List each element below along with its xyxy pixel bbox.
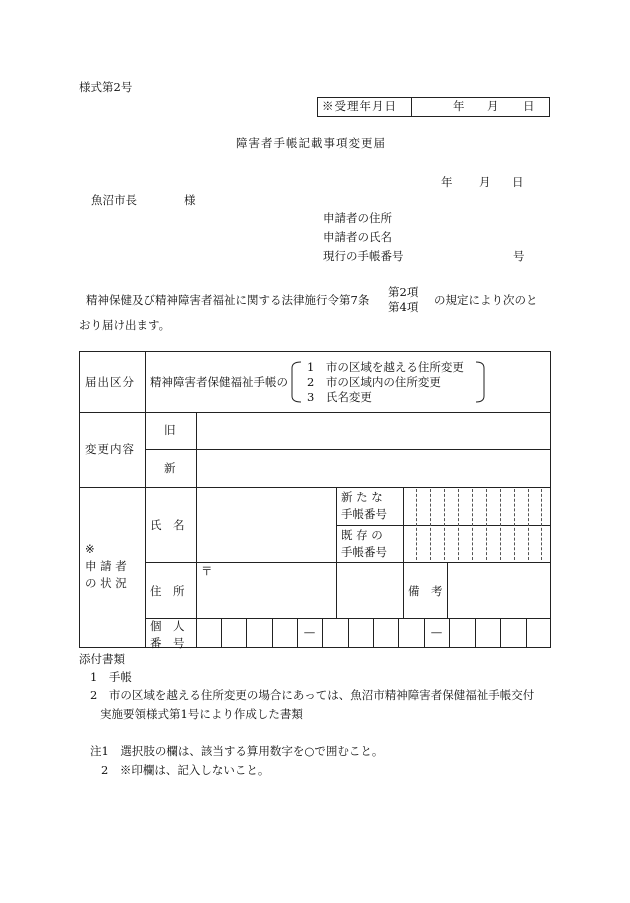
personal-number-dash-2: —: [430, 625, 443, 639]
applicant-address-label: 申請者の住所: [323, 211, 392, 225]
form-number: 様式第2号: [79, 80, 133, 94]
attachments-heading: 添付書類: [79, 652, 125, 666]
note-1: 注1 選択肢の欄は、該当する算用数字を○で囲むこと。: [90, 744, 384, 758]
remarks-label: 備 考: [408, 584, 443, 598]
receipt-month: 月: [487, 99, 499, 113]
receipt-date-label: ※受理年月日: [322, 99, 397, 113]
old-label: 旧: [164, 423, 176, 437]
new-label: 新: [164, 461, 176, 475]
personal-number-dash-1: —: [303, 625, 316, 639]
existing-number-label: 既 存 の 手帳番号: [341, 528, 387, 559]
date-year: 年: [441, 175, 453, 189]
statement-option-2: 第4項: [388, 300, 419, 314]
page-title: 障害者手帳記載事項変更届: [236, 136, 386, 150]
notification-type-prefix: 精神障害者保健福祉手帳の: [150, 375, 288, 389]
addressee-honorific: 様: [184, 193, 196, 207]
type-option-3: 3 氏名変更: [307, 390, 372, 404]
addressee-name: 魚沼市長: [91, 193, 137, 207]
type-option-1: 1 市の区域を越える住所変更: [307, 360, 464, 374]
new-number-label: 新 た な 手帳番号: [341, 490, 387, 521]
statement-suffix: の規定により次のと: [434, 293, 538, 307]
type-option-2: 2 市の区域内の住所変更: [307, 375, 441, 389]
applicant-status-label: 申 請 者 の 状 況: [85, 559, 127, 590]
receipt-day: 日: [523, 99, 535, 113]
date-month: 月: [479, 175, 491, 189]
notification-type-label: 届出区分: [85, 375, 135, 389]
current-number-label: 現行の手帳番号: [323, 249, 404, 263]
attachment-item-2: 2 市の区域を越える住所変更の場合にあっては、魚沼市精神障害者保健福祉手帳交付: [90, 688, 535, 702]
name-label: 氏 名: [150, 518, 185, 532]
receipt-year: 年: [453, 99, 465, 113]
status-mark: ※: [85, 542, 95, 556]
postal-mark: 〒: [201, 564, 213, 578]
statement-line-2: おり届け出ます。: [79, 318, 171, 332]
statement-prefix: 精神保健及び精神障害者福祉に関する法律施行令第7条: [86, 293, 370, 307]
statement-option-1: 第2項: [388, 285, 419, 299]
personal-number-label: 個 人 番 号: [150, 619, 185, 650]
note-2: 2 ※印欄は、記入しないこと。: [101, 763, 270, 777]
applicant-name-label: 申請者の氏名: [323, 230, 392, 244]
attachment-item-2-cont: 実施要領様式第1号により作成した書類: [100, 707, 303, 721]
address-label: 住 所: [150, 584, 185, 598]
current-number-suffix: 号: [513, 249, 525, 263]
attachment-item-1: 1 手帳: [90, 670, 132, 684]
change-content-label: 変更内容: [85, 442, 135, 456]
date-day: 日: [512, 175, 524, 189]
